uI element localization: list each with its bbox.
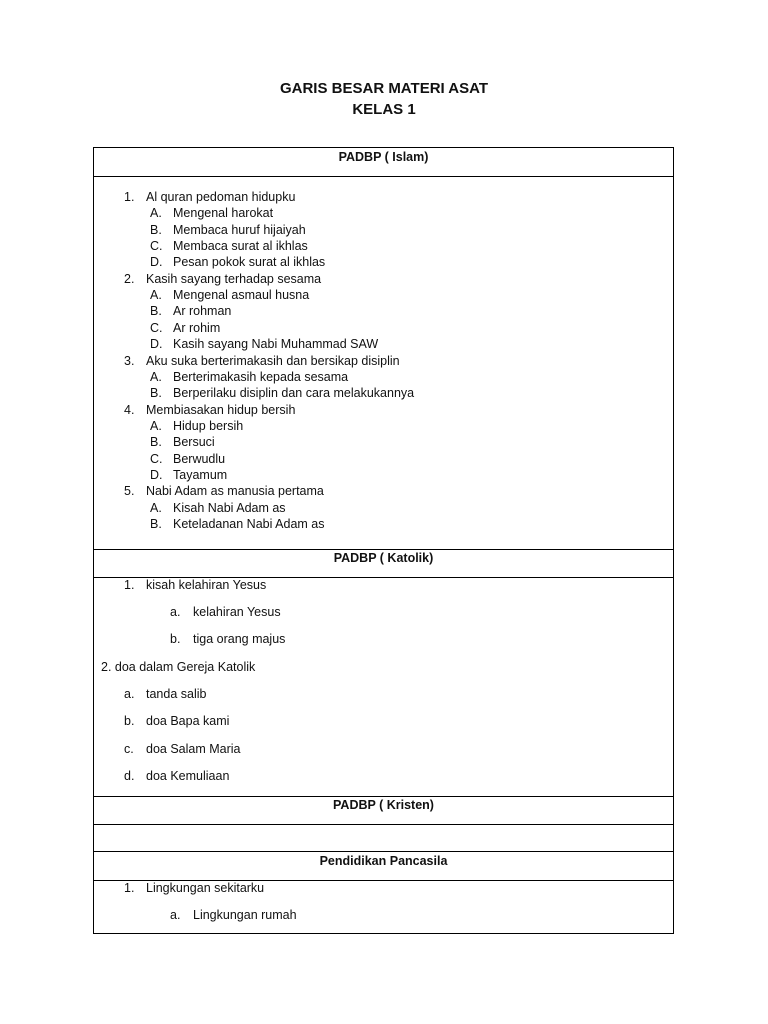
section-header-katolik: PADBP ( Katolik): [94, 550, 673, 578]
katolik-sub-letter: c.: [124, 742, 134, 756]
sub-item-letter: B.: [150, 304, 162, 319]
list-item-number: 5.: [124, 484, 135, 499]
sub-item-text: Ar rohman: [173, 304, 232, 319]
sub-item-text: Pesan pokok surat al ikhlas: [173, 255, 326, 270]
sub-item-text: Berterimakasih kepada sesama: [173, 369, 349, 384]
katolik-sub-text: kelahiran Yesus: [193, 605, 281, 619]
sub-item-text: Keteladanan Nabi Adam as: [173, 517, 325, 531]
sub-item-text: Ar rohim: [173, 320, 221, 335]
list-item-text: Membiasakan hidup bersih: [146, 402, 296, 417]
sub-item-text: Membaca huruf hijaiyah: [173, 222, 306, 237]
list-item-number: 3.: [124, 353, 135, 368]
list-item-text: Al quran pedoman hidupku: [146, 190, 296, 204]
pancasila-item-1-number: 1.: [124, 881, 135, 895]
sub-item-letter: C.: [150, 320, 163, 335]
section-kristen: [93, 796, 674, 852]
katolik-sub-letter: a.: [170, 605, 181, 619]
katolik-sub-text: doa Bapa kami: [146, 714, 230, 728]
sub-item-text: Membaca surat al ikhlas: [173, 239, 308, 254]
pancasila-sub-letter: a.: [170, 908, 181, 922]
sub-item-letter: B.: [150, 517, 162, 531]
list-item-number: 1.: [124, 190, 135, 204]
sub-item-letter: D.: [150, 337, 163, 352]
katolik-item-1-text: kisah kelahiran Yesus: [146, 578, 267, 592]
section-islam: [93, 147, 674, 550]
katolik-sub-text: tanda salib: [146, 687, 207, 701]
section-katolik: [93, 549, 674, 797]
sub-item-text: Mengenal asmaul husna: [173, 288, 310, 303]
sub-item-letter: C.: [150, 239, 163, 254]
sub-item-letter: A.: [150, 288, 162, 303]
sub-item-text: Bersuci: [173, 435, 215, 450]
katolik-sub-letter: b.: [170, 632, 181, 646]
katolik-sub-letter: d.: [124, 769, 135, 783]
sub-item-letter: B.: [150, 386, 162, 401]
katolik-sub-letter: b.: [124, 714, 135, 728]
list-item-number: 4.: [124, 402, 135, 417]
katolik-sub-text: doa Kemuliaan: [146, 769, 230, 783]
sub-item-text: Kisah Nabi Adam as: [173, 500, 286, 515]
pancasila-item-1-text: Lingkungan sekitarku: [146, 881, 265, 895]
list-item-text: Nabi Adam as manusia pertama: [146, 484, 324, 499]
title-line-1: GARIS BESAR MATERI ASAT: [279, 80, 489, 97]
pancasila-sub-text: Lingkungan rumah: [193, 908, 297, 922]
sub-item-letter: C.: [150, 451, 163, 466]
section-pancasila: [93, 851, 674, 934]
sub-item-text: Berwudlu: [173, 451, 226, 466]
list-item-text: Aku suka berterimakasih dan bersikap disiplin: [146, 353, 400, 368]
sub-item-text: Berperilaku disiplin dan cara melakukannya: [173, 386, 415, 401]
katolik-item-1-number: 1.: [124, 578, 135, 592]
sub-item-letter: A.: [150, 369, 162, 384]
sub-item-text: Hidup bersih: [173, 418, 244, 433]
sub-item-text: Kasih sayang Nabi Muhammad SAW: [173, 337, 379, 352]
section-header-pancasila: Pendidikan Pancasila: [94, 852, 673, 881]
sub-item-letter: B.: [150, 435, 162, 450]
sub-item-letter: A.: [150, 206, 162, 221]
sub-item-letter: B.: [150, 222, 162, 237]
katolik-item-2-text: 2. doa dalam Gereja Katolik: [101, 660, 256, 674]
sub-item-text: Tayamum: [173, 467, 228, 482]
list-item-number: 2.: [124, 271, 135, 286]
sub-item-text: Mengenal harokat: [173, 206, 274, 221]
katolik-sub-text: tiga orang majus: [193, 632, 286, 646]
sub-item-letter: A.: [150, 418, 162, 433]
document-title: [0, 78, 768, 120]
list-item-text: Kasih sayang terhadap sesama: [146, 271, 322, 286]
katolik-sub-letter: a.: [124, 687, 135, 701]
section-header-kristen: PADBP ( Kristen): [94, 797, 673, 825]
title-line-2: KELAS 1: [352, 101, 416, 118]
section-header-islam: PADBP ( Islam): [94, 148, 673, 177]
sub-item-letter: A.: [150, 500, 162, 515]
katolik-sub-text: doa Salam Maria: [146, 742, 241, 756]
sub-item-letter: D.: [150, 467, 163, 482]
sub-item-letter: D.: [150, 255, 163, 270]
